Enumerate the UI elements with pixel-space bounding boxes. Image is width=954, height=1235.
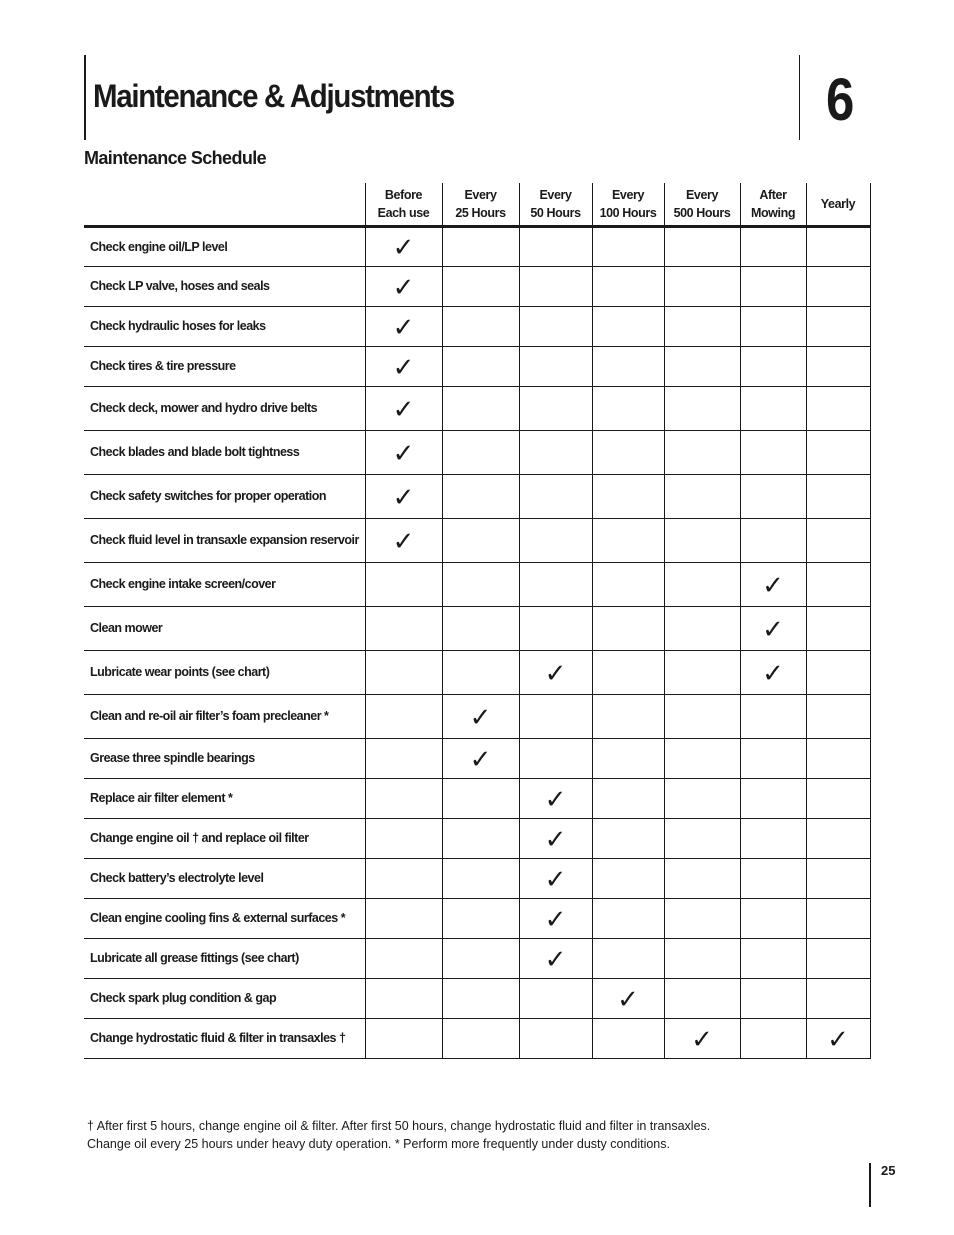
- schedule-cell: [592, 607, 664, 651]
- column-header-after-mowing: After Mowing: [740, 183, 806, 227]
- schedule-cell: [664, 387, 740, 431]
- schedule-cell: [519, 819, 592, 859]
- task-name-cell: Check engine oil/LP level: [84, 227, 365, 267]
- schedule-cell: [519, 227, 592, 267]
- schedule-cell: [442, 899, 519, 939]
- schedule-cell: [365, 779, 442, 819]
- chapter-number: 6: [826, 66, 855, 133]
- column-header-before-each-use: Before Each use: [365, 183, 442, 227]
- table-row: [84, 347, 870, 387]
- schedule-cell: [519, 859, 592, 899]
- checkmark-icon: ✓: [617, 983, 639, 1014]
- table-body: [84, 227, 870, 1059]
- checkmark-icon: ✓: [469, 743, 492, 774]
- table-row: [84, 779, 870, 819]
- schedule-cell: [806, 739, 870, 779]
- task-name-cell: Check engine intake screen/cover: [84, 563, 365, 607]
- schedule-cell: [442, 695, 519, 739]
- page-number-rule: [869, 1163, 871, 1207]
- schedule-cell: [442, 779, 519, 819]
- schedule-cell: [664, 819, 740, 859]
- table-row: [84, 859, 870, 899]
- schedule-cell: [519, 475, 592, 519]
- schedule-cell: [740, 267, 806, 307]
- schedule-cell: [806, 899, 870, 939]
- checkmark-icon: ✓: [392, 271, 415, 302]
- schedule-cell: [592, 519, 664, 563]
- schedule-cell: [519, 347, 592, 387]
- schedule-cell: [664, 859, 740, 899]
- schedule-cell: [592, 307, 664, 347]
- schedule-cell: [365, 939, 442, 979]
- checkmark-icon: ✓: [469, 701, 492, 732]
- title-rule: [84, 55, 86, 140]
- schedule-cell: [806, 859, 870, 899]
- schedule-cell: [442, 347, 519, 387]
- schedule-cell: [365, 1019, 442, 1059]
- schedule-cell: [519, 899, 592, 939]
- page-title: Maintenance & Adjustments: [93, 78, 454, 114]
- schedule-cell: [740, 899, 806, 939]
- schedule-cell: [592, 819, 664, 859]
- schedule-cell: [592, 563, 664, 607]
- checkmark-icon: ✓: [544, 823, 567, 854]
- column-header-task: [84, 183, 365, 227]
- table-row: [84, 387, 870, 431]
- checkmark-icon: ✓: [762, 657, 784, 688]
- schedule-cell: [365, 695, 442, 739]
- schedule-cell: [664, 979, 740, 1019]
- schedule-cell: [664, 695, 740, 739]
- task-name-cell: Check battery’s electrolyte level: [84, 859, 365, 899]
- schedule-cell: [592, 899, 664, 939]
- task-name-cell: Check hydraulic hoses for leaks: [84, 307, 365, 347]
- schedule-cell: [740, 431, 806, 475]
- schedule-cell: [740, 859, 806, 899]
- schedule-cell: [740, 739, 806, 779]
- schedule-cell: [664, 347, 740, 387]
- schedule-cell: [664, 607, 740, 651]
- schedule-cell: [442, 651, 519, 695]
- schedule-cell: [740, 979, 806, 1019]
- schedule-cell: [592, 475, 664, 519]
- column-header-yearly: Yearly: [806, 183, 870, 227]
- schedule-cell: [664, 519, 740, 563]
- chapter-rule: [799, 55, 800, 140]
- table-row: [84, 695, 870, 739]
- schedule-cell: [740, 819, 806, 859]
- schedule-cell: [740, 651, 806, 695]
- schedule-cell: [442, 475, 519, 519]
- schedule-cell: [740, 387, 806, 431]
- schedule-cell: [740, 607, 806, 651]
- schedule-cell: [806, 779, 870, 819]
- schedule-cell: [442, 387, 519, 431]
- checkmark-icon: ✓: [392, 393, 415, 424]
- task-name-cell: Check tires & tire pressure: [84, 347, 365, 387]
- schedule-cell: [592, 267, 664, 307]
- checkmark-icon: ✓: [827, 1023, 849, 1054]
- schedule-cell: [519, 519, 592, 563]
- schedule-cell: [806, 519, 870, 563]
- schedule-cell: [664, 1019, 740, 1059]
- table-row: [84, 563, 870, 607]
- table-row: [84, 739, 870, 779]
- task-name-cell: Replace air filter element *: [84, 779, 365, 819]
- task-name-cell: Clean mower: [84, 607, 365, 651]
- schedule-cell: [442, 1019, 519, 1059]
- schedule-cell: [519, 1019, 592, 1059]
- schedule-cell: [664, 267, 740, 307]
- task-name-cell: Grease three spindle bearings: [84, 739, 365, 779]
- page-number: 25: [881, 1163, 896, 1178]
- table-row: [84, 979, 870, 1019]
- schedule-cell: [592, 779, 664, 819]
- table-row: [84, 267, 870, 307]
- schedule-cell: [740, 779, 806, 819]
- checkmark-icon: ✓: [691, 1023, 713, 1054]
- schedule-cell: [365, 563, 442, 607]
- task-name-cell: Clean engine cooling fins & external surfaces *: [84, 899, 365, 939]
- table-row: [84, 651, 870, 695]
- schedule-cell: [365, 307, 442, 347]
- schedule-cell: [365, 475, 442, 519]
- schedule-cell: [592, 227, 664, 267]
- schedule-cell: [442, 979, 519, 1019]
- task-name-cell: Check blades and blade bolt tightness: [84, 431, 365, 475]
- schedule-cell: [664, 739, 740, 779]
- schedule-cell: [442, 307, 519, 347]
- schedule-cell: [442, 859, 519, 899]
- schedule-cell: [365, 267, 442, 307]
- schedule-cell: [806, 227, 870, 267]
- footnote: [87, 1117, 847, 1153]
- column-header-every-500-hours: Every 500 Hours: [664, 183, 740, 227]
- schedule-cell: [664, 431, 740, 475]
- table-row: [84, 519, 870, 563]
- schedule-cell: [806, 267, 870, 307]
- schedule-cell: [664, 563, 740, 607]
- schedule-cell: [519, 739, 592, 779]
- schedule-cell: [806, 819, 870, 859]
- table-row: [84, 607, 870, 651]
- schedule-cell: [592, 739, 664, 779]
- schedule-cell: [365, 739, 442, 779]
- column-header-every-100-hours: Every 100 Hours: [592, 183, 664, 227]
- schedule-cell: [806, 1019, 870, 1059]
- schedule-cell: [365, 819, 442, 859]
- schedule-cell: [592, 387, 664, 431]
- checkmark-icon: ✓: [392, 481, 415, 512]
- schedule-cell: [806, 347, 870, 387]
- schedule-cell: [664, 307, 740, 347]
- schedule-cell: [442, 607, 519, 651]
- checkmark-icon: ✓: [762, 613, 784, 644]
- schedule-cell: [806, 431, 870, 475]
- schedule-cell: [442, 267, 519, 307]
- schedule-cell: [592, 431, 664, 475]
- schedule-cell: [365, 651, 442, 695]
- schedule-cell: [740, 307, 806, 347]
- schedule-cell: [592, 859, 664, 899]
- footnote-line-2: Change oil every 25 hours under heavy duty operation. * Perform more frequently under dusty conditions.: [87, 1137, 670, 1151]
- schedule-cell: [592, 695, 664, 739]
- schedule-cell: [442, 739, 519, 779]
- schedule-cell: [519, 267, 592, 307]
- schedule-cell: [592, 979, 664, 1019]
- schedule-cell: [592, 347, 664, 387]
- task-name-cell: Change engine oil † and replace oil filter: [84, 819, 365, 859]
- column-header-every-25-hours: Every 25 Hours: [442, 183, 519, 227]
- schedule-cell: [442, 431, 519, 475]
- schedule-cell: [806, 939, 870, 979]
- schedule-cell: [519, 307, 592, 347]
- table-row: [84, 227, 870, 267]
- task-name-cell: Check fluid level in transaxle expansion reservoir: [84, 519, 365, 563]
- table-row: [84, 939, 870, 979]
- schedule-cell: [519, 779, 592, 819]
- schedule-cell: [519, 939, 592, 979]
- checkmark-icon: ✓: [392, 525, 415, 556]
- table-row: [84, 431, 870, 475]
- checkmark-icon: ✓: [544, 903, 567, 934]
- checkmark-icon: ✓: [762, 569, 784, 600]
- checkmark-icon: ✓: [544, 943, 567, 974]
- schedule-cell: [806, 607, 870, 651]
- schedule-cell: [442, 819, 519, 859]
- schedule-cell: [664, 227, 740, 267]
- schedule-cell: [664, 475, 740, 519]
- schedule-cell: [519, 431, 592, 475]
- column-header-every-50-hours: Every 50 Hours: [519, 183, 592, 227]
- task-name-cell: Check deck, mower and hydro drive belts: [84, 387, 365, 431]
- schedule-cell: [592, 1019, 664, 1059]
- task-name-cell: Lubricate all grease fittings (see chart): [84, 939, 365, 979]
- checkmark-icon: ✓: [544, 863, 567, 894]
- schedule-cell: [740, 695, 806, 739]
- schedule-cell: [519, 607, 592, 651]
- schedule-cell: [592, 939, 664, 979]
- checkmark-icon: ✓: [392, 232, 415, 262]
- task-name-cell: Check safety switches for proper operation: [84, 475, 365, 519]
- schedule-cell: [664, 899, 740, 939]
- task-name-cell: Lubricate wear points (see chart): [84, 651, 365, 695]
- checkmark-icon: ✓: [544, 783, 567, 814]
- checkmark-icon: ✓: [392, 351, 415, 382]
- schedule-cell: [365, 227, 442, 267]
- schedule-cell: [664, 651, 740, 695]
- schedule-cell: [365, 431, 442, 475]
- schedule-cell: [519, 979, 592, 1019]
- schedule-cell: [365, 859, 442, 899]
- schedule-cell: [365, 979, 442, 1019]
- schedule-cell: [365, 387, 442, 431]
- schedule-cell: [806, 979, 870, 1019]
- task-name-cell: Change hydrostatic fluid & filter in transaxles †: [84, 1019, 365, 1059]
- schedule-cell: [806, 475, 870, 519]
- footnote-line-1: † After first 5 hours, change engine oil & filter. After first 50 hours, change hydrostatic fluid and filter in transaxles.: [87, 1119, 711, 1133]
- schedule-cell: [806, 307, 870, 347]
- schedule-cell: [519, 695, 592, 739]
- schedule-cell: [592, 651, 664, 695]
- table-row: [84, 819, 870, 859]
- checkmark-icon: ✓: [544, 657, 567, 688]
- schedule-cell: [365, 899, 442, 939]
- schedule-cell: [740, 563, 806, 607]
- schedule-cell: [519, 651, 592, 695]
- table-header-row: [84, 183, 870, 227]
- schedule-cell: [442, 563, 519, 607]
- schedule-cell: [519, 387, 592, 431]
- table-row: [84, 899, 870, 939]
- checkmark-icon: ✓: [392, 311, 415, 342]
- schedule-cell: [740, 519, 806, 563]
- schedule-cell: [365, 347, 442, 387]
- schedule-cell: [806, 695, 870, 739]
- checkmark-icon: ✓: [392, 437, 415, 468]
- task-name-cell: Check spark plug condition & gap: [84, 979, 365, 1019]
- task-name-cell: Clean and re-oil air filter’s foam precleaner *: [84, 695, 365, 739]
- schedule-cell: [806, 563, 870, 607]
- schedule-cell: [365, 519, 442, 563]
- schedule-cell: [740, 939, 806, 979]
- schedule-cell: [664, 779, 740, 819]
- schedule-cell: [806, 387, 870, 431]
- table-row: [84, 1019, 870, 1059]
- schedule-cell: [806, 651, 870, 695]
- schedule-cell: [519, 563, 592, 607]
- schedule-cell: [740, 1019, 806, 1059]
- table-row: [84, 475, 870, 519]
- schedule-cell: [442, 227, 519, 267]
- maintenance-schedule-table: [84, 183, 871, 1059]
- schedule-cell: [740, 347, 806, 387]
- schedule-cell: [365, 607, 442, 651]
- schedule-cell: [740, 475, 806, 519]
- schedule-cell: [664, 939, 740, 979]
- schedule-cell: [442, 939, 519, 979]
- schedule-cell: [740, 227, 806, 267]
- table-row: [84, 307, 870, 347]
- task-name-cell: Check LP valve, hoses and seals: [84, 267, 365, 307]
- section-title: Maintenance Schedule: [84, 148, 267, 168]
- schedule-cell: [442, 519, 519, 563]
